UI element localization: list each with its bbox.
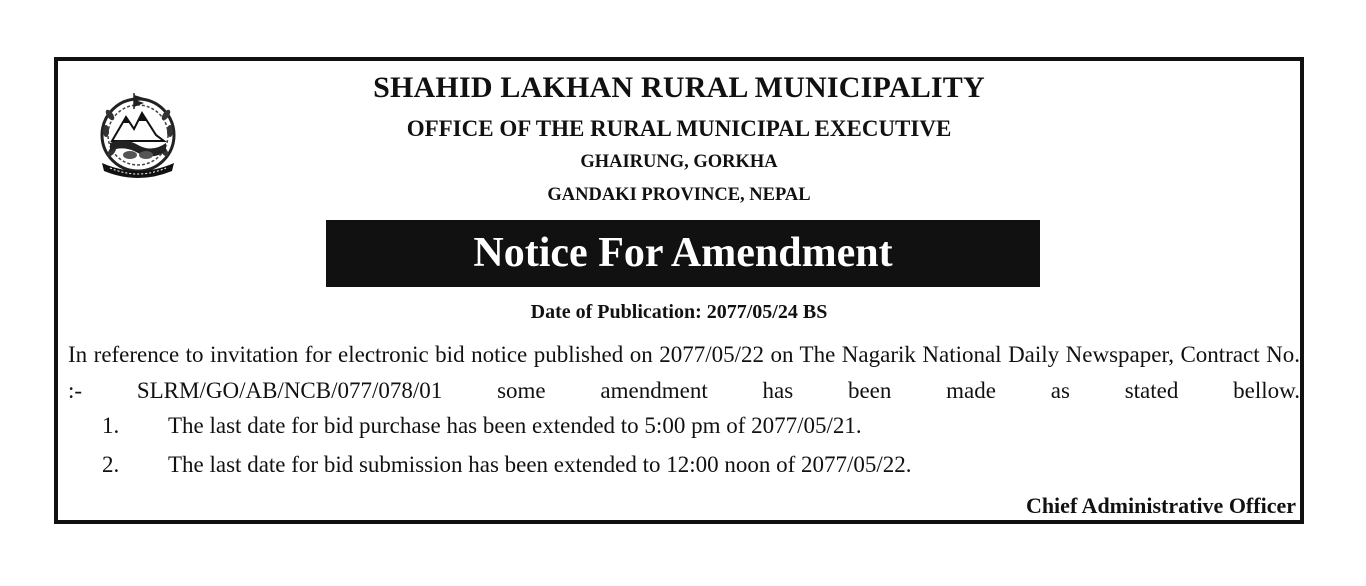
list-item-text: The last date for bid submission has been extended to 12:00 noon of 2077/05/22.	[168, 452, 912, 477]
list-item-number: 2.	[102, 452, 120, 477]
notice-body: In reference to invitation for electronic bid notice published on 2077/05/22 on The Nagarik National Daily Newspaper, Contract No. :- SLRM/GO/AB/NCB/077/078/01 some amendment has been made as stated bellow.	[68, 342, 1300, 403]
list-item-number: 1.	[102, 413, 120, 438]
office-province: GANDAKI PROVINCE, NEPAL	[547, 185, 811, 205]
publication-date: Date of Publication: 2077/05/24 BS	[530, 301, 828, 323]
notice-frame	[54, 57, 1304, 524]
signatory-title: Chief Administrative Officer	[1025, 493, 1296, 518]
municipality-name: SHAHID LAKHAN RURAL MUNICIPALITY	[373, 71, 985, 104]
office-location: GHAIRUNG, GORKHA	[580, 152, 778, 172]
office-name: OFFICE OF THE RURAL MUNICIPAL EXECUTIVE	[406, 116, 952, 141]
notice-title-banner: Notice For Amendment	[326, 220, 1040, 287]
list-item-text: The last date for bid purchase has been extended to 5:00 pm of 2077/05/21.	[168, 413, 862, 438]
